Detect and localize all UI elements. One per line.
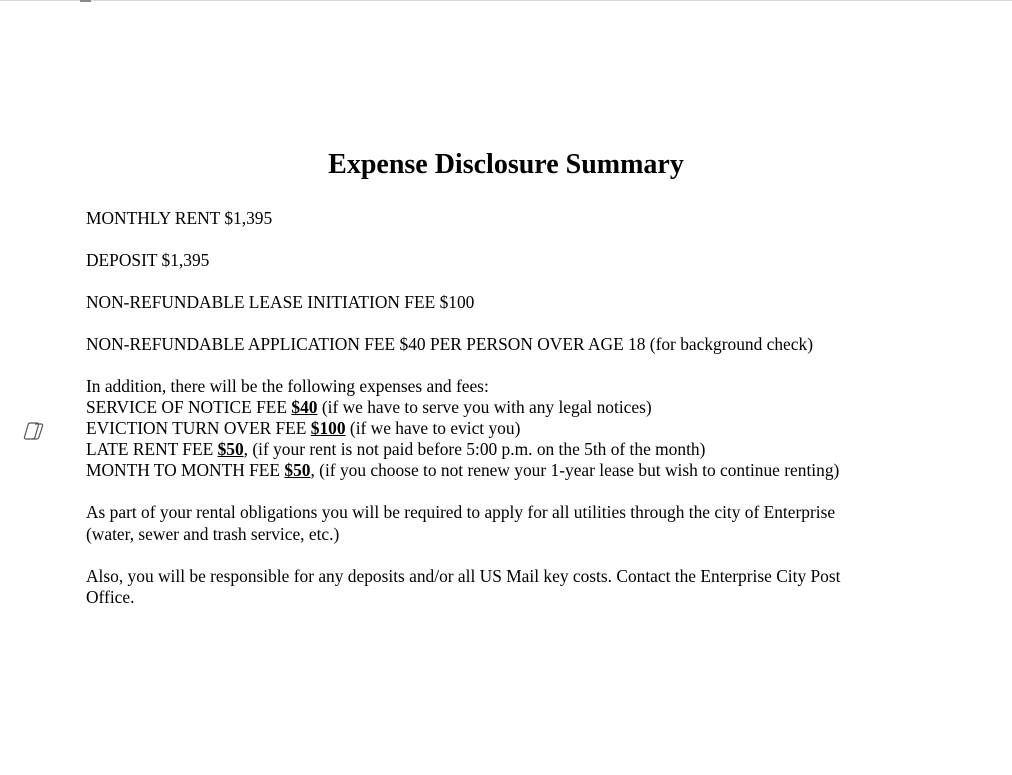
fee-label: MONTH TO MONTH FEE xyxy=(86,460,285,480)
utilities-line-1: As part of your rental obligations you will be required to apply for all utilities through the city of Enterprise xyxy=(86,502,836,522)
fee-amount: $100 xyxy=(310,418,346,438)
fees-intro-line: In addition, there will be the following expenses and fees: xyxy=(86,376,489,396)
fee-label: SERVICE OF NOTICE FEE xyxy=(86,397,292,417)
lease-initiation-fee-line: NON-REFUNDABLE LEASE INITIATION FEE $100 xyxy=(86,292,475,312)
fee-note: , (if your rent is not paid before 5:00 p.m. on the 5th of the month) xyxy=(243,439,706,459)
fee-amount: $50 xyxy=(284,460,311,480)
fee-line-eviction xyxy=(86,418,906,439)
fee-amount: $40 xyxy=(291,397,318,417)
deposit-line: DEPOSIT $1,395 xyxy=(86,250,210,270)
fee-note: (if we have to serve you with any legal notices) xyxy=(317,397,652,417)
fee-line-late-rent xyxy=(86,439,906,460)
monthly-rent-line: MONTHLY RENT $1,395 xyxy=(86,208,273,228)
copilot-icon[interactable] xyxy=(23,421,45,441)
mail-line-1: Also, you will be responsible for any deposits and/or all US Mail key costs. Contact the Enterprise City Post xyxy=(86,566,841,586)
fee-label: EVICTION TURN OVER FEE xyxy=(86,418,311,438)
copilot-icon-glyph xyxy=(23,421,45,441)
document-title: Expense Disclosure Summary xyxy=(328,149,684,180)
fee-note: , (if you choose to not renew your 1-year lease but wish to continue renting) xyxy=(310,460,840,480)
fee-label: LATE RENT FEE xyxy=(86,439,218,459)
fee-note: (if we have to evict you) xyxy=(345,418,521,438)
application-fee-line: NON-REFUNDABLE APPLICATION FEE $40 PER PERSON OVER AGE 18 (for background check) xyxy=(86,334,813,354)
fee-line-service-of-notice xyxy=(86,397,906,418)
utilities-line-2: (water, sewer and trash service, etc.) xyxy=(86,524,340,544)
mail-line-2: Office. xyxy=(86,587,135,607)
fee-amount: $50 xyxy=(217,439,244,459)
document-body xyxy=(86,208,906,608)
ruler-marker xyxy=(80,0,91,2)
fee-line-month-to-month xyxy=(86,460,906,481)
